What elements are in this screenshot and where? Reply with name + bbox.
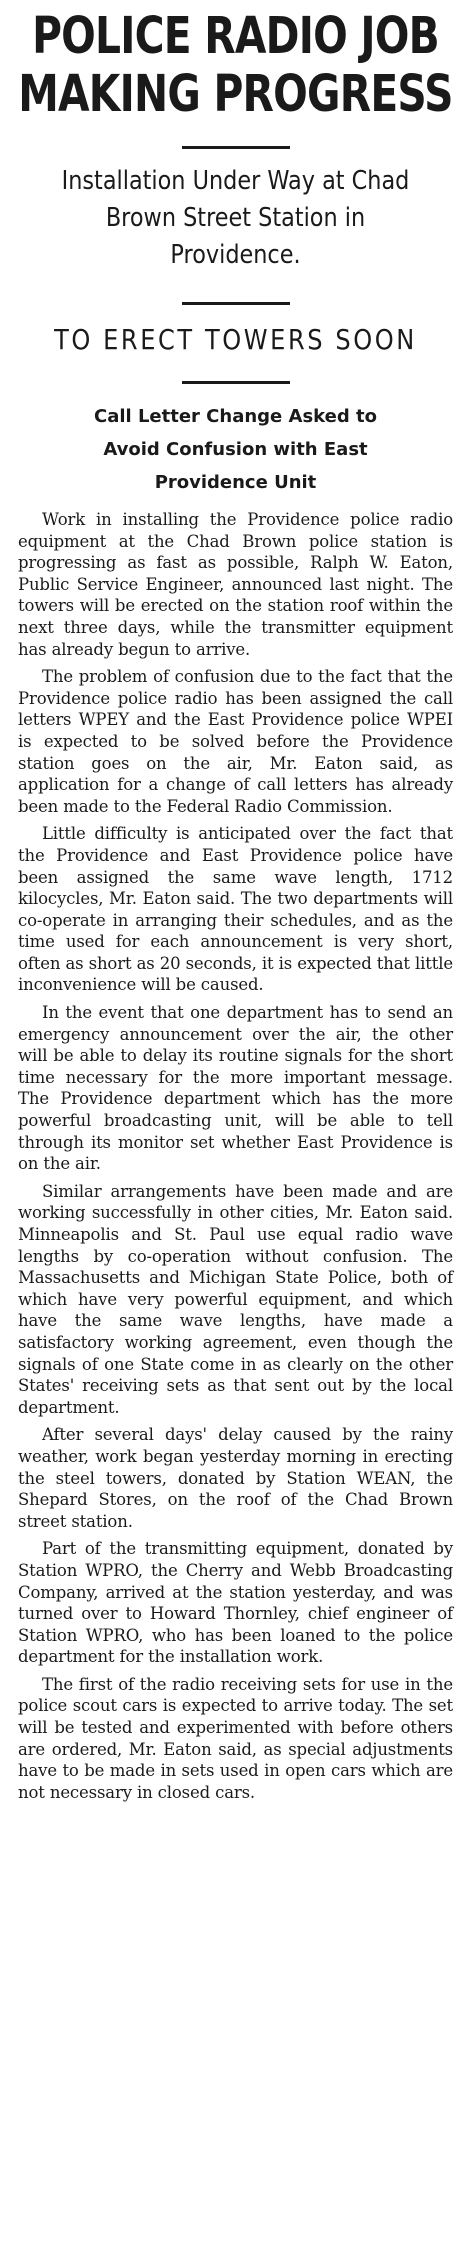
body-paragraph: Little difficulty is anticipated over the fact that the Providence and East Providence police have been assigned the same wave length, 1712 kilocycles, Mr. Eaton said. The two departments will co-operate in arranging their schedules, and as the time used for each announcement is very short, often as short as 20 seconds, it is expected that little inconvenience will be caused. [18, 824, 453, 995]
article-body [18, 509, 453, 1803]
summary-deck-line: Call Letter Change Asked to [93, 406, 377, 427]
divider-rule [182, 302, 290, 305]
summary-deck [18, 400, 453, 499]
summary-deck-line: Avoid Confusion with East [103, 439, 368, 460]
body-paragraph: In the event that one department has to send an emergency announcement over the air, the other will be able to delay its routine signals for the short time necessary for the more important message. The Providence department which has the more powerful broadcasting unit, will be able to tell through its monitor set whether East Providence is on the air. [18, 1003, 453, 1174]
body-paragraph: Similar arrangements have been made and are working successfully in other cities, Mr. Eaton said. Minneapolis and St. Paul use equal radio wave lengths by co-operation without confusion. The Massachusetts and Michigan State Police, both of which have very powerful equipment, and which have the same wave lengths, have made a satisfactory working agreement, even though the signals of one State come in as clearly on the other States' receiving sets as that sent out by the local department. [18, 1181, 453, 1417]
body-paragraph: Work in installing the Providence police radio equipment at the Chad Brown police station is progressing as fast as possible, Ralph W. Eaton, Public Service Engineer, announced last night. The towers will be erected on the station roof within the next three days, while the transmitter equipment has already begun to arrive. [18, 510, 453, 659]
body-paragraph: Part of the transmitting equipment, donated by Station WPRO, the Cherry and Webb Broadcasting Company, arrived at the station yesterday, and was turned over to Howard Thornley, chief engineer of Station WPRO, who has been loaned to the police department for the installation work. [18, 1539, 453, 1667]
subheadline-line: Brown Street Station in [105, 203, 366, 233]
section-headline: TO ERECT TOWERS SOON [54, 323, 417, 356]
body-paragraph: The first of the radio receiving sets for use in the police scout cars is expected to arrive today. The set will be tested and experimented with before others are ordered, Mr. Eaton said, as special adjustments have to be made in sets used in open cars which are not necessary in closed cars. [18, 1674, 453, 1802]
divider-rule [182, 381, 290, 384]
headline [6, 8, 466, 124]
subheadline-line: Installation Under Way at Chad [61, 166, 410, 196]
body-paragraph: After several days' delay caused by the rainy weather, work began yesterday morning in erecting the steel towers, donated by Station WEAN, the Shepard Stores, on the roof of the Chad Brown street station. [18, 1425, 453, 1531]
headline-line: MAKING PROGRESS [18, 65, 453, 124]
subheadline [14, 163, 457, 274]
news-article [0, 8, 471, 2253]
body-paragraph: The problem of confusion due to the fact that the Providence police radio has been assigned the call letters WPEY and the East Providence police WPEI is expected to be solved before the Providence station goes on the air, Mr. Eaton said, as application for a change of call letters has already been made to the Federal Radio Commission. [18, 667, 453, 816]
headline-line: POLICE RADIO JOB [32, 7, 439, 66]
summary-deck-line: Providence Unit [154, 472, 317, 493]
divider-rule [182, 146, 290, 149]
subheadline-line: Providence. [170, 240, 301, 270]
